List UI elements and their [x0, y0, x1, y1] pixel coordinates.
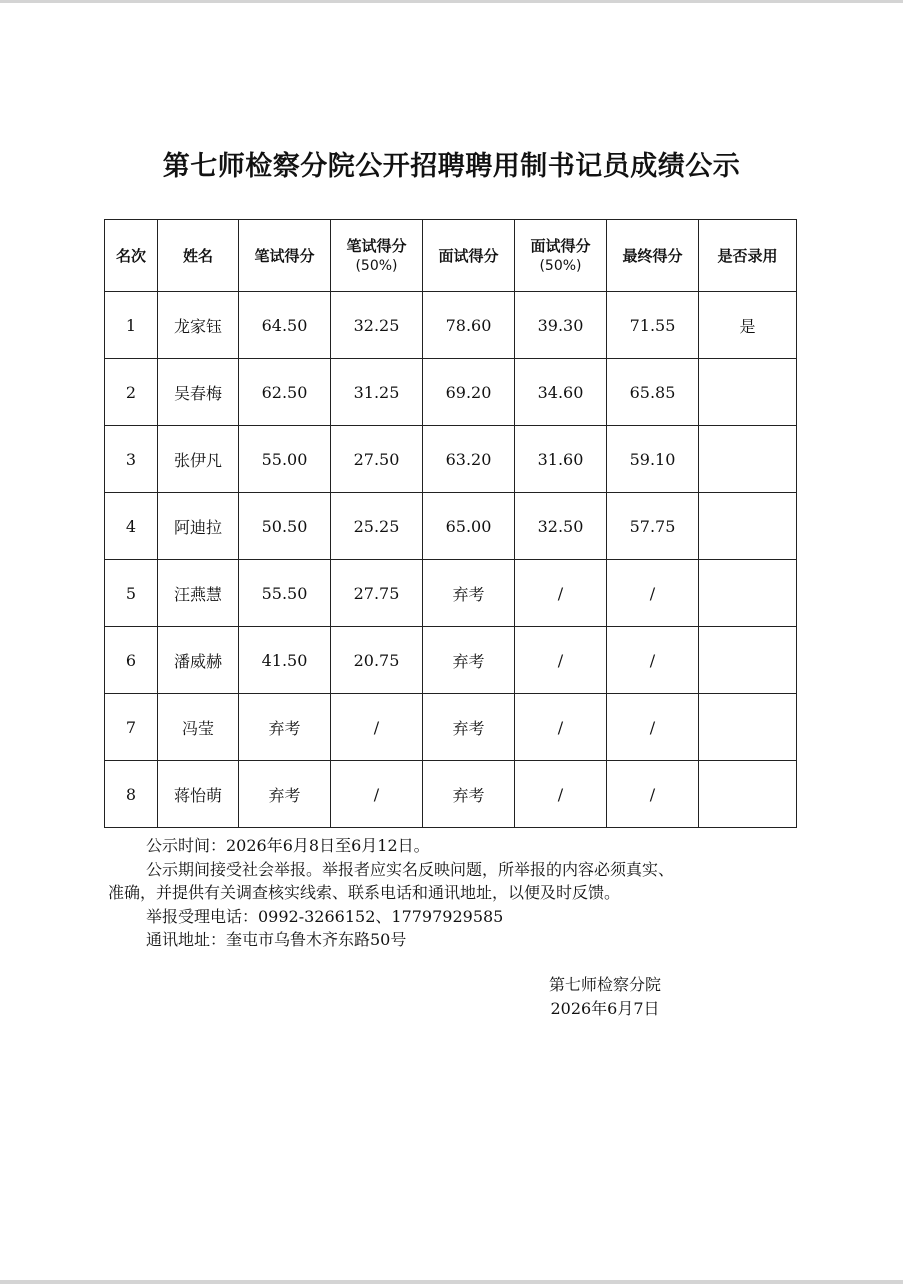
table-cell: 31.25 [331, 359, 423, 426]
column-header-label: 面试得分 [530, 236, 591, 255]
column-header-label: 笔试得分 [254, 246, 315, 265]
table-cell: 78.60 [423, 292, 515, 359]
table-cell: 弃考 [423, 761, 515, 828]
table-cell [699, 426, 797, 493]
table-row [105, 359, 797, 426]
table-cell: / [607, 761, 699, 828]
column-header [515, 220, 607, 292]
table-cell: 5 [105, 560, 158, 627]
notice-phone: 举报受理电话：0992-3266152、17797929585 [146, 906, 504, 926]
table-header-row [105, 220, 797, 292]
column-header-label: 笔试得分 [346, 236, 407, 255]
notice-address: 通讯地址：奎屯市乌鲁木齐东路50号 [146, 930, 407, 949]
table-cell: 71.55 [607, 292, 699, 359]
table-cell: 吴春梅 [158, 359, 239, 426]
table-cell: 龙家钰 [158, 292, 239, 359]
table-cell: / [331, 761, 423, 828]
table-cell: 弃考 [239, 761, 331, 828]
table-cell: 25.25 [331, 493, 423, 560]
table-cell: 潘威赫 [158, 627, 239, 694]
column-header-label: 是否录用 [717, 246, 778, 265]
table-cell: 是 [699, 292, 797, 359]
table-row [105, 426, 797, 493]
table-cell: 63.20 [423, 426, 515, 493]
table-cell: 69.20 [423, 359, 515, 426]
table-cell: 1 [105, 292, 158, 359]
table-cell: 张伊凡 [158, 426, 239, 493]
table-cell: 59.10 [607, 426, 699, 493]
page-title: 第七师检察分院公开招聘聘用制书记员成绩公示 [162, 151, 741, 182]
table-body [105, 292, 797, 828]
table-cell: / [607, 694, 699, 761]
table-cell [699, 694, 797, 761]
table-cell: 弃考 [423, 560, 515, 627]
table-row [105, 761, 797, 828]
table-cell: 6 [105, 627, 158, 694]
column-header-sublabel: (50%) [539, 257, 582, 274]
table-cell: / [331, 694, 423, 761]
table-cell [699, 359, 797, 426]
table-cell: 32.50 [515, 493, 607, 560]
table-cell: / [607, 627, 699, 694]
signature-org: 第七师检察分院 [548, 975, 661, 994]
column-header-label: 姓名 [182, 246, 213, 265]
column-header-label: 名次 [115, 246, 146, 265]
table-cell: 50.50 [239, 493, 331, 560]
column-header-sublabel: (50%) [355, 257, 398, 274]
table-cell: 27.50 [331, 426, 423, 493]
column-header [423, 220, 515, 292]
table-cell: 7 [105, 694, 158, 761]
table-cell [699, 560, 797, 627]
table-cell: 31.60 [515, 426, 607, 493]
table-cell [699, 493, 797, 560]
column-header-label: 面试得分 [438, 246, 499, 265]
table-cell: 20.75 [331, 627, 423, 694]
page-top-border [0, 0, 903, 3]
table-cell [699, 627, 797, 694]
table-cell: 55.00 [239, 426, 331, 493]
notice-report-line-2: 准确，并提供有关调查核实线索、联系电话和通讯地址，以便及时反馈。 [108, 883, 621, 902]
table-row [105, 627, 797, 694]
column-header-label: 最终得分 [622, 246, 683, 265]
column-header [105, 220, 158, 292]
table-cell: 8 [105, 761, 158, 828]
table-cell: 57.75 [607, 493, 699, 560]
table-cell: / [515, 694, 607, 761]
table-cell: 弃考 [423, 694, 515, 761]
table-cell: 62.50 [239, 359, 331, 426]
table-cell: 27.75 [331, 560, 423, 627]
table-cell: 弃考 [239, 694, 331, 761]
table-cell: 4 [105, 493, 158, 560]
table-cell: 65.00 [423, 493, 515, 560]
table-cell: / [515, 627, 607, 694]
table-row [105, 493, 797, 560]
table-cell: 蒋怡萌 [158, 761, 239, 828]
notice-text [108, 834, 798, 952]
table-cell: 55.50 [239, 560, 331, 627]
column-header [331, 220, 423, 292]
table-cell: / [515, 761, 607, 828]
signature-date: 2026年6月7日 [550, 999, 660, 1018]
table-cell: / [607, 560, 699, 627]
page-bottom-border [0, 1280, 903, 1284]
table-cell: 41.50 [239, 627, 331, 694]
table-cell: / [515, 560, 607, 627]
table-cell: 冯莹 [158, 694, 239, 761]
table-row [105, 292, 797, 359]
table-cell: 65.85 [607, 359, 699, 426]
column-header [699, 220, 797, 292]
notice-period: 公示时间：2026年6月8日至6月12日。 [146, 836, 430, 855]
table-cell: 32.25 [331, 292, 423, 359]
column-header [607, 220, 699, 292]
table-row [105, 560, 797, 627]
table-cell: 3 [105, 426, 158, 493]
table-row [105, 694, 797, 761]
notice-report-line-1: 公示期间接受社会举报。举报者应实名反映问题，所举报的内容必须真实、 [146, 859, 675, 879]
table-cell: 34.60 [515, 359, 607, 426]
table-cell: 64.50 [239, 292, 331, 359]
table-cell: 2 [105, 359, 158, 426]
table-cell: 阿迪拉 [158, 493, 239, 560]
score-table [104, 219, 797, 828]
table-cell: 汪燕慧 [158, 560, 239, 627]
signature-block [520, 973, 690, 1021]
table-cell: 39.30 [515, 292, 607, 359]
column-header [239, 220, 331, 292]
table-cell [699, 761, 797, 828]
table-cell: 弃考 [423, 627, 515, 694]
column-header [158, 220, 239, 292]
